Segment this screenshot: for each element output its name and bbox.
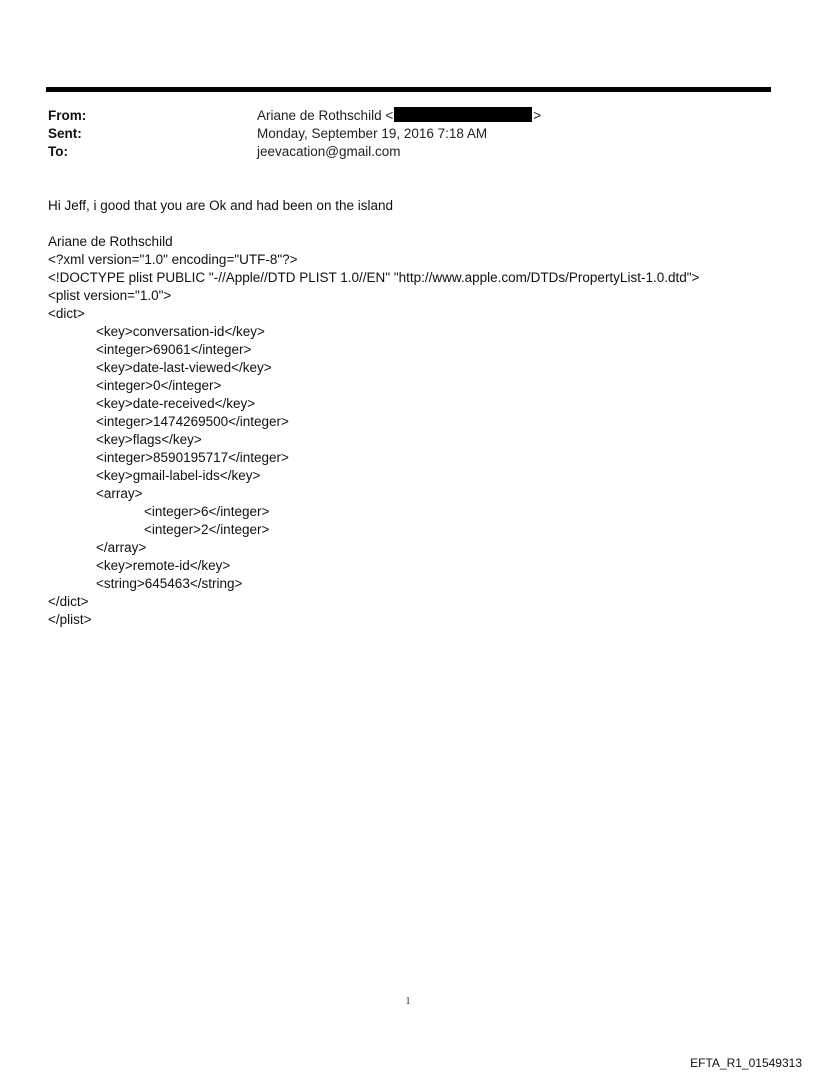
plist-line: <key>gmail-label-ids</key>	[96, 468, 261, 483]
from-row	[48, 107, 768, 125]
signature-line: Ariane de Rothschild	[48, 234, 173, 249]
sent-label: Sent:	[48, 126, 82, 141]
to-label: To:	[48, 144, 68, 159]
plist-line: <integer>2</integer>	[144, 522, 270, 537]
to-value: jeevacation@gmail.com	[257, 144, 401, 159]
header-divider	[46, 87, 771, 92]
sent-value: Monday, September 19, 2016 7:18 AM	[257, 126, 488, 141]
plist-line: <integer>8590195717</integer>	[96, 450, 289, 465]
plist-line: </plist>	[48, 612, 92, 627]
redaction-box	[394, 107, 532, 122]
plist-line: <key>remote-id</key>	[96, 558, 231, 573]
plist-line: <key>conversation-id</key>	[96, 324, 265, 339]
plist-line: <?xml version="1.0" encoding="UTF-8"?>	[48, 252, 298, 267]
from-suffix: >	[533, 108, 542, 123]
document-id: EFTA_R1_01549313	[690, 1056, 802, 1070]
paragraph-gap	[48, 215, 788, 233]
email-body	[48, 197, 788, 629]
plist-line: <plist version="1.0">	[48, 288, 172, 303]
greeting-line: Hi Jeff, i good that you are Ok and had been on the island	[48, 198, 393, 213]
from-value	[257, 107, 541, 125]
plist-line: </array>	[96, 540, 147, 555]
plist-line: </dict>	[48, 594, 89, 609]
plist-line: <integer>0</integer>	[96, 378, 222, 393]
plist-line: <key>date-last-viewed</key>	[96, 360, 272, 375]
plist-line: <string>645463</string>	[96, 576, 243, 591]
to-row	[48, 143, 768, 161]
email-header	[48, 107, 768, 161]
plist-line: <dict>	[48, 306, 85, 321]
from-name: Ariane de Rothschild <	[257, 108, 394, 123]
sent-row	[48, 125, 768, 143]
plist-line: <!DOCTYPE plist PUBLIC "-//Apple//DTD PLIST 1.0//EN" "http://www.apple.com/DTDs/PropertyList-1.0.dtd">	[48, 270, 700, 285]
plist-line: <integer>69061</integer>	[96, 342, 252, 357]
page-number: 1	[405, 996, 411, 1007]
from-label: From:	[48, 108, 87, 123]
plist-line: <integer>6</integer>	[144, 504, 270, 519]
plist-line: <array>	[96, 486, 143, 501]
plist-line: <key>date-received</key>	[96, 396, 256, 411]
plist-line: <integer>1474269500</integer>	[96, 414, 289, 429]
plist-line: <key>flags</key>	[96, 432, 202, 447]
